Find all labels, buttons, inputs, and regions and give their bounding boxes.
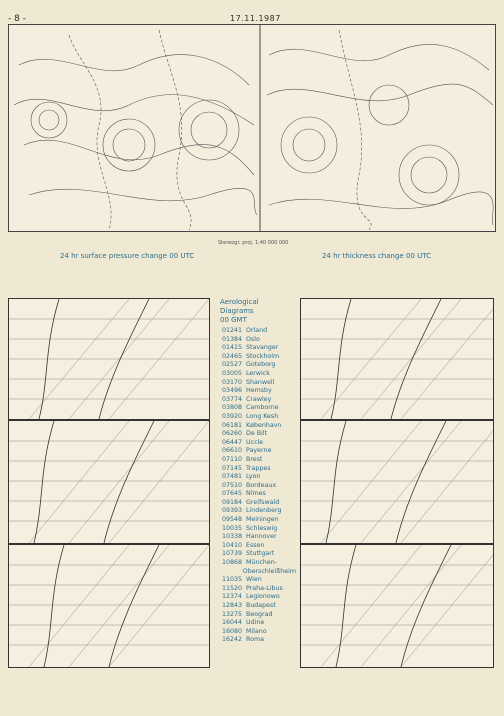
station-code: 10338 [221, 533, 242, 541]
station-code: 16044 [221, 619, 242, 627]
station-code: 12374 [221, 593, 242, 601]
station-row [216, 387, 296, 396]
station-name: Bordeaux [246, 481, 277, 489]
station-name: Beograd [246, 610, 273, 618]
station-name: Stavanger [246, 344, 279, 352]
station-row [216, 430, 296, 439]
station-row [216, 413, 296, 422]
station-code: 10739 [221, 550, 242, 558]
station-row [216, 370, 296, 379]
station-name: Praha-Libus [246, 584, 283, 592]
station-code: 11520 [221, 584, 242, 592]
station-name: Shanwell [246, 378, 275, 386]
station-row [216, 611, 296, 620]
station-name: Camborne [246, 404, 279, 412]
station-name: Trappes [246, 464, 271, 472]
station-name: Orland [246, 327, 268, 334]
station-row [216, 456, 296, 465]
station-code: 10410 [221, 541, 242, 549]
station-row [216, 499, 296, 508]
station-row [216, 568, 296, 577]
aerological-station-list [216, 298, 296, 645]
station-name: München- [246, 559, 278, 567]
station-name: Udine [246, 619, 265, 627]
surface-pressure-change-map [9, 25, 495, 231]
station-row [216, 327, 296, 336]
station-code: 09184 [221, 498, 242, 506]
station-code: 01241 [221, 327, 242, 334]
station-row [216, 516, 296, 525]
station-code: 12843 [221, 602, 242, 609]
right-map-caption: 24 hr thickness change 00 UTC [322, 252, 431, 260]
aerological-time: 00 GMT [220, 316, 247, 324]
map-scale-note: Stereogr. proj. 1:40 000 000 [218, 240, 289, 246]
station-code: 03170 [221, 378, 242, 386]
station-code: 06447 [221, 438, 242, 446]
page-date: 17.11.1987 [230, 14, 281, 23]
station-name: Schleswig [246, 524, 278, 532]
station-name: De Bilt [246, 430, 268, 438]
station-row [216, 542, 296, 551]
station-row [216, 585, 296, 594]
station-row [216, 593, 296, 602]
station-row [216, 636, 296, 645]
aerological-subtitle: Diagrams [220, 307, 254, 315]
station-name: Long Kesh [246, 412, 279, 420]
station-code: 03005 [221, 369, 242, 377]
station-code: 02465 [221, 352, 242, 360]
station-name: Oberschleißheim [242, 567, 296, 575]
station-row [216, 447, 296, 456]
station-name: Budapest [246, 602, 276, 609]
station-row [216, 396, 296, 405]
station-name: Brest [246, 455, 263, 463]
station-code: 07481 [221, 473, 242, 481]
station-row [216, 361, 296, 370]
station-code: 10035 [221, 524, 242, 532]
aerological-diagram [300, 544, 494, 668]
station-name: Stockholm [246, 352, 280, 360]
station-code: 07510 [221, 481, 242, 489]
aerological-diagram [8, 298, 210, 420]
station-code: 03496 [221, 387, 242, 395]
station-code: 07145 [221, 464, 242, 472]
station-code: 07645 [221, 490, 242, 498]
station-name: Uccle [246, 438, 264, 446]
station-row [216, 473, 296, 482]
station-code: 09393 [221, 507, 242, 515]
station-name: Lerwick [246, 369, 270, 377]
station-code: 10868 [221, 559, 242, 567]
page-number: - 8 - [8, 14, 26, 24]
station-row [216, 482, 296, 491]
station-row [216, 336, 296, 345]
station-row [216, 404, 296, 413]
station-code [216, 568, 239, 577]
station-code: 03774 [221, 395, 242, 403]
station-code: 03808 [221, 404, 242, 412]
station-row [216, 490, 296, 499]
station-name: Greifswald [246, 498, 280, 506]
station-row [216, 465, 296, 474]
station-name: Lindenberg [246, 507, 282, 515]
station-code: 06610 [221, 447, 242, 455]
station-row [216, 507, 296, 516]
station-name: København [246, 421, 282, 429]
station-name: Roma [246, 636, 264, 644]
station-code: 06181 [221, 421, 242, 429]
station-code: 09548 [221, 516, 242, 524]
aerological-diagram [300, 420, 494, 544]
station-name: Milano [246, 627, 267, 635]
aerological-diagram [8, 544, 210, 668]
station-row [216, 422, 296, 431]
station-name: Wien [246, 576, 262, 584]
station-name: Lyon [246, 473, 261, 481]
station-name: Nîmes [246, 490, 266, 498]
left-map-caption: 24 hr surface pressure change 00 UTC [60, 252, 195, 260]
station-code: 16242 [221, 636, 242, 644]
station-name: Hemsby [246, 387, 272, 395]
station-code: 01384 [221, 335, 242, 343]
station-row [216, 344, 296, 353]
station-code: 16080 [221, 627, 242, 635]
station-name: Meiningen [246, 516, 279, 524]
station-name: Crawley [246, 395, 272, 403]
station-code: 11035 [221, 576, 242, 584]
station-name: Stuttgart [246, 550, 275, 558]
station-row [216, 628, 296, 637]
station-name: Hannover [246, 533, 277, 541]
station-row [216, 559, 296, 568]
station-code: 13275 [221, 610, 242, 618]
station-row [216, 379, 296, 388]
station-row [216, 602, 296, 611]
station-name: Goteborg [246, 361, 276, 369]
station-row [216, 576, 296, 585]
station-row [216, 525, 296, 534]
station-code: 06260 [221, 430, 242, 438]
station-code: 01415 [221, 344, 242, 352]
station-name: Payerne [246, 447, 272, 455]
station-code: 02527 [221, 361, 242, 369]
station-code: 07110 [221, 455, 242, 463]
aerological-diagram [300, 298, 494, 420]
aerological-diagram [8, 420, 210, 544]
station-code: 03920 [221, 412, 242, 420]
station-row [216, 550, 296, 559]
aerological-title: Aerological [220, 298, 259, 306]
station-row [216, 439, 296, 448]
station-row [216, 353, 296, 362]
station-row [216, 533, 296, 542]
weather-maps [8, 24, 496, 232]
station-name: Legionowo [246, 593, 280, 601]
station-name: Essen [246, 541, 265, 549]
station-row [216, 619, 296, 628]
station-name: Oslo [246, 335, 260, 343]
